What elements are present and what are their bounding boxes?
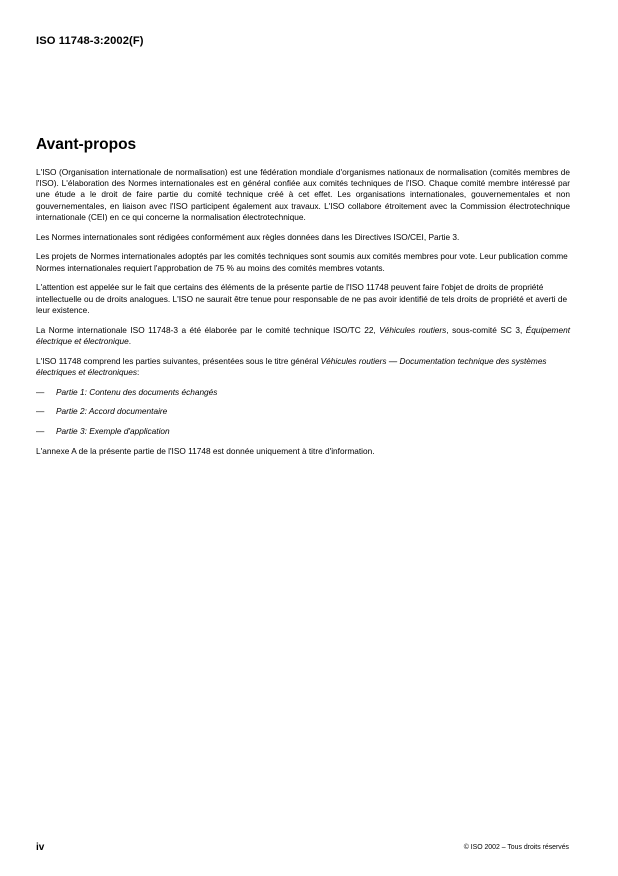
list-dash: — [36,386,45,397]
parts-intro-text-end: : [137,366,140,377]
foreword-body [36,167,570,466]
list-dash: — [36,406,45,417]
prepared-by-text-middle: , sous-comité SC 3, [446,324,526,335]
list-item-text: Partie 3: Exemple d'application [56,426,170,437]
parts-intro-text-start: L'ISO 11748 comprend les parties suivantes, présentées sous le titre général [36,355,321,366]
copyright-notice: © ISO 2002 – Tous droits réservés [463,844,569,851]
document-id-header: ISO 11748-3:2002(F) [36,35,144,47]
list-item [36,387,570,398]
paragraph-voting: Les projets de Normes internationales adoptés par les comités techniques sont soumis aux comités membres pour vote. Leur publication comme Normes internationales requiert l'approbation de 75 % au moins des comités membres votants. [36,251,568,273]
list-item-text: Partie 1: Contenu des documents échangés [56,386,218,397]
paragraph-iso-organisation: L'ISO (Organisation internationale de normalisation) est une fédération mondiale d'organismes nationaux de normalisation (comités membres de l'ISO). L'élaboration des Normes internationales est en général confiée aux comités techniques de l'ISO. Chaque comité membre intéressé par une étude a le droit de faire partie du comité technique créé à cet effet. Les organisations internationales, gouvernementales et non gouvernementales, en liaison avec l'ISO participent également aux travaux. L'ISO collabore étroitement avec la Commission électrotechnique internationale (CEI) en ce qui concerne la normalisation électrotechnique. [36,167,570,222]
committee-title-italic: Véhicules routiers [379,324,447,335]
paragraph-parts-intro [36,356,570,378]
list-dash: — [36,426,45,437]
paragraph-annex-note: L'annexe A de la présente partie de l'ISO 11748 est donnée uniquement à titre d'information. [36,446,375,456]
list-item [36,406,570,417]
paragraph-prepared-by [36,325,570,347]
prepared-by-text-start: La Norme internationale ISO 11748-3 a été élaborée par le comité technique ISO/TC 22, [36,324,380,335]
prepared-by-text-end: . [128,335,132,346]
subcommittee-title-italic: Équipement électrique et électronique [36,324,570,346]
paragraph-patent-rights: L'attention est appelée sur le fait que certains des éléments de la présente partie de l'ISO 11748 peuvent faire l'objet de droits de propriété intellectuelle ou de droits analogues. L'ISO ne saurait être tenue pour responsable de ne pas avoir identifié de tels droits de propriété et averti de leur existence. [36,282,568,315]
list-item [36,426,570,437]
list-item-text: Partie 2: Accord documentaire [56,406,168,417]
page-number: iv [36,842,45,853]
section-title: Avant-propos [36,136,137,153]
paragraph-drafting-rules: Les Normes internationales sont rédigées conformément aux règles données dans les Directives ISO/CEI, Partie 3. [36,231,460,242]
general-title-italic: Véhicules routiers — Documentation technique des systèmes électriques et électroniques [36,355,547,377]
